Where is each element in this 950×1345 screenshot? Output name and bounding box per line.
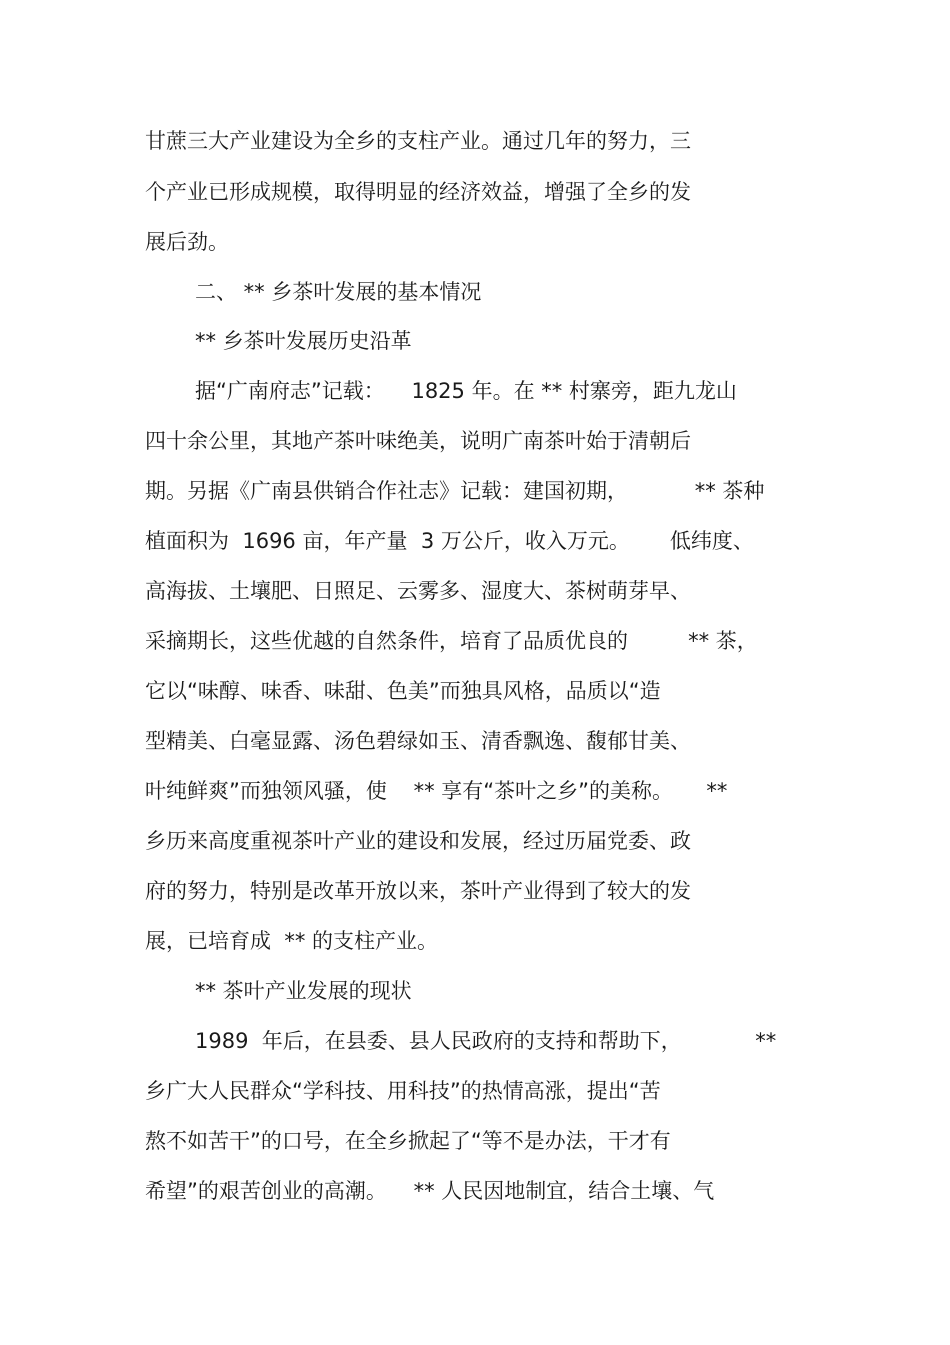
text-line: 个产业已形成规模，取得明显的经济效益，增强了全乡的发	[145, 180, 691, 204]
text-line: 甘蔗三大产业建设为全乡的支柱产业。通过几年的努力，三	[145, 129, 691, 153]
text-line: 展，已培育成 ** 的支柱产业。	[145, 929, 439, 953]
text-line: 期。另据《广南县供销合作社志》记载：建国初期， ** 茶种	[145, 479, 765, 503]
text-line: 它以“味醇、味香、味甜、色美”而独具风格，品质以“造	[145, 679, 661, 703]
text-line: 植面积为 1696 亩，年产量 3 万公斤，收入万元。 低纬度、	[145, 529, 754, 553]
text-line: 1989 年后，在县委、县人民政府的支持和帮助下， **	[195, 1029, 777, 1053]
text-line: 乡历来高度重视茶叶产业的建设和发展，经过历届党委、政	[145, 829, 691, 853]
text-line: 型精美、白毫显露、汤色碧绿如玉、清香飘逸、馥郁甘美、	[145, 729, 691, 753]
subsection-heading: ** 茶叶产业发展的现状	[195, 979, 412, 1003]
text-line: 乡广大人民群众“学科技、用科技”的热情高涨，提出“苦	[145, 1079, 661, 1103]
subsection-heading: ** 乡茶叶发展历史沿革	[195, 329, 412, 353]
text-line: 据“广南府志”记载： 1825 年。在 ** 村寨旁，距九龙山	[195, 379, 737, 403]
text-line: 高海拔、土壤肥、日照足、云雾多、湿度大、茶树萌芽早、	[145, 579, 691, 603]
text-line: 展后劲。	[145, 230, 229, 254]
text-line: 希望”的艰苦创业的高潮。 ** 人民因地制宜，结合土壤、气	[145, 1179, 715, 1203]
text-line: 叶纯鲜爽”而独领风骚，使 ** 享有“茶叶之乡”的美称。 **	[145, 779, 728, 803]
text-line: 四十余公里，其地产茶叶味绝美，说明广南茶叶始于清朝后	[145, 429, 691, 453]
text-line: 府的努力，特别是改革开放以来，茶叶产业得到了较大的发	[145, 879, 691, 903]
text-line: 熬不如苦干”的口号，在全乡掀起了“等不是办法，干才有	[145, 1129, 671, 1153]
text-line: 采摘期长，这些优越的自然条件，培育了品质优良的 ** 茶，	[145, 629, 758, 653]
section-heading: 二、 ** 乡茶叶发展的基本情况	[195, 280, 482, 304]
